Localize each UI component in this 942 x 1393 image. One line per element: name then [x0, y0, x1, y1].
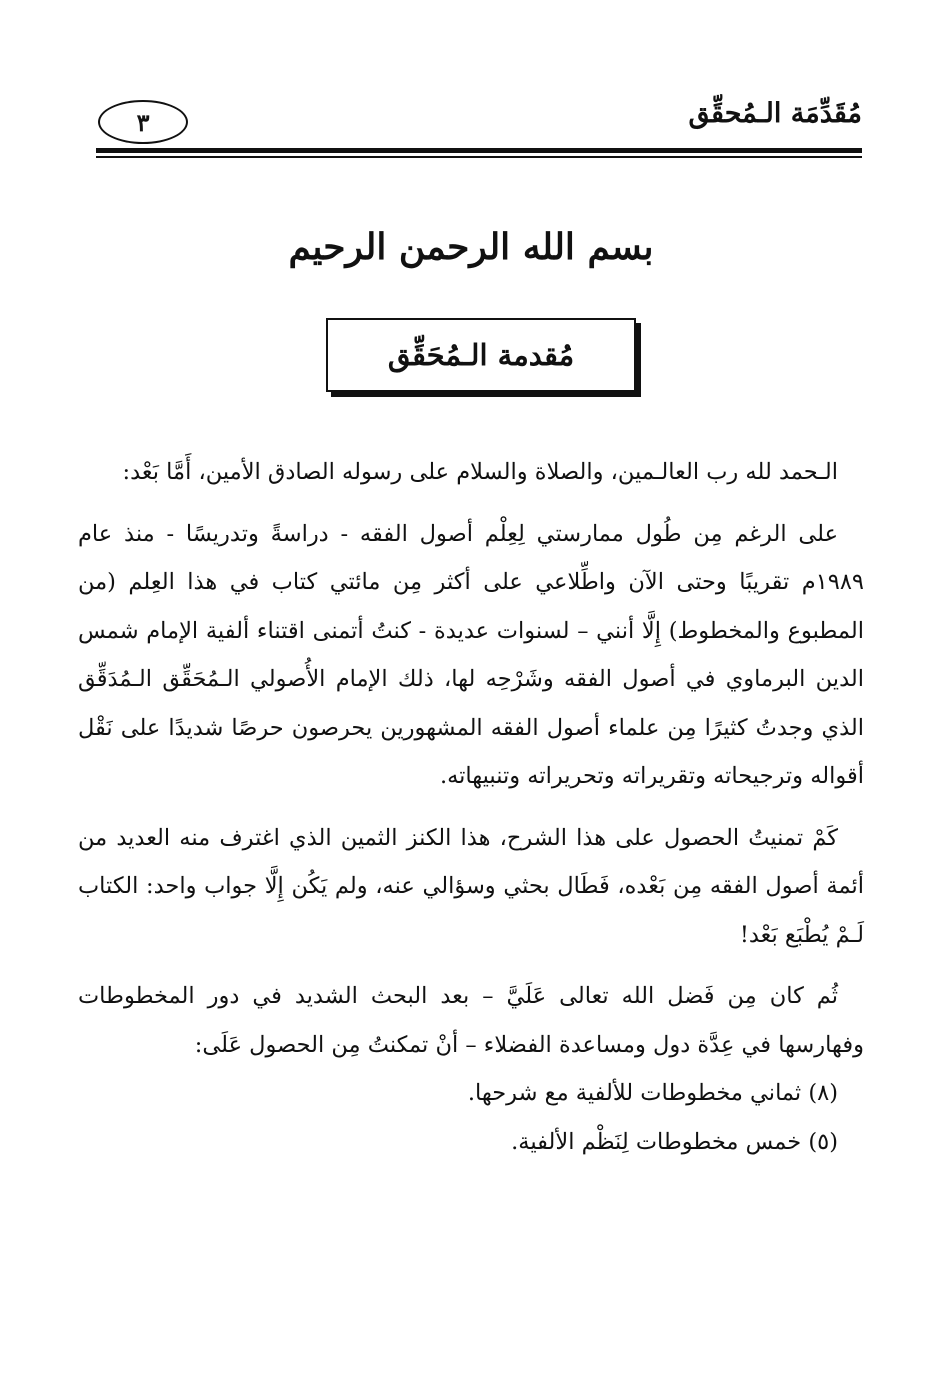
- page-number-oval: [98, 100, 188, 144]
- paragraph: كَمْ تمنيتُ الحصول على هذا الشرح، هذا الكنز الثمين الذي اغترف منه العديد من أئمة أصول الفقه مِن بَعْده، فَطَال بحثي وسؤالي عنه، ولم يَكُن إِلَّا جواب واحد: الكتاب لَـمْ يُطْبَع بَعْد!: [78, 824, 864, 948]
- header-rule-thick: [96, 148, 862, 153]
- paragraph: على الرغم مِن طُول ممارستي لِعِلْم أصول الفقه - دراسةً وتدريسًا - منذ عام ١٩٨٩م تقريبًا وحتى الآن واطِّلاعي على أكثر مِن مائتي كتاب في هذا العِلم (من المطبوع والمخطوط) إِلَّا أنني – لسنوات عديدة - كنتُ أتمنى اقتناء ألفية الإمام شمس الدين البرماوي في أصول الفقه وشَرْحِه لها، ذلك الإمام الأُصولي الـمُحَقِّق الـمُدَقِّق الذي وجدتُ كثيرًا مِن علماء أصول الفقه المشهورين يحرصون حرصًا شديدًا على نَقْل أقواله وترجيحاته وتقريراته وتحريراته وتنبيهاته.: [78, 520, 864, 789]
- list-item: (٨) ثماني مخطوطات للألفية مع شرحها.: [467, 1080, 838, 1106]
- list-item: (٥) خمس مخطوطات لِنَظْم الألفية.: [511, 1128, 838, 1155]
- paragraph: الـحمد لله رب العالـمين، والصلاة والسلام على رسوله الصادق الأمين، أَمَّا بَعْد:: [122, 459, 838, 485]
- section-title: مُقدمة الـمُحَقِّق: [387, 338, 575, 372]
- body-text: [78, 448, 864, 1166]
- basmala: بسم الله الرحمن الرحيم: [288, 226, 654, 268]
- running-head-title: مُقَدِّمَة الـمُحقِّق: [688, 98, 862, 129]
- header-rule-thin: [96, 156, 862, 158]
- section-title-box: [326, 318, 636, 392]
- paragraph: ثُم كان مِن فَضل الله تعالى عَلَيَّ – بعد البحث الشديد في دور المخطوطات وفهارسها في عِدَّة دول ومساعدة الفضلاء – أنْ تمكنتُ مِن الحصول عَلَى:: [78, 983, 864, 1058]
- page-number: ٣: [136, 107, 150, 137]
